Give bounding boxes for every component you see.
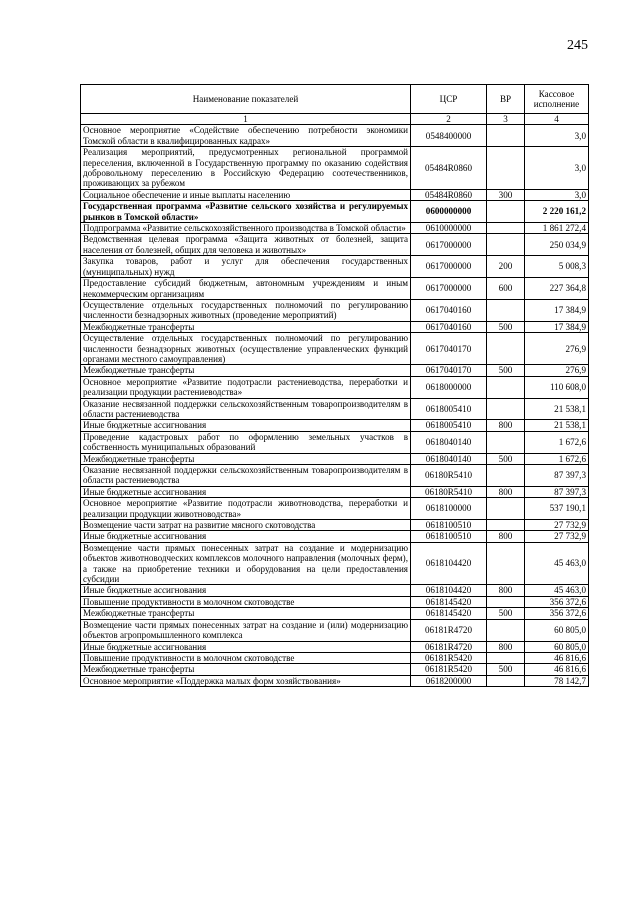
table-row	[81, 256, 589, 278]
row-csr-cell: 0618104420	[411, 585, 487, 596]
row-vr-cell	[487, 498, 525, 520]
row-csr-cell: 06180R5410	[411, 465, 487, 487]
row-csr-cell: 05484R0860	[411, 147, 487, 190]
row-vr-cell: 300	[487, 189, 525, 200]
row-vr-cell	[487, 520, 525, 531]
row-name-cell: Основное мероприятие «Развитие подотрасли животноводства, переработки и реализации продукции животноводства»	[81, 498, 411, 520]
table-row	[81, 234, 589, 256]
table-row	[81, 333, 589, 365]
table-row	[81, 365, 589, 376]
row-csr-cell: 0618145420	[411, 608, 487, 619]
row-name-cell: Подпрограмма «Развитие сельскохозяйственного производства в Томской области»	[81, 223, 411, 234]
column-number: 4	[525, 114, 589, 125]
row-amount-cell: 250 034,9	[525, 234, 589, 256]
row-csr-cell: 06181R4720	[411, 619, 487, 641]
table-row	[81, 278, 589, 300]
column-number-row	[81, 114, 589, 125]
row-name-cell: Иные бюджетные ассигнования	[81, 486, 411, 497]
table-row	[81, 223, 589, 234]
row-name-cell: Межбюджетные трансферты	[81, 664, 411, 675]
table-row	[81, 664, 589, 675]
row-csr-cell: 0600000000	[411, 201, 487, 223]
row-vr-cell	[487, 652, 525, 663]
table-row	[81, 486, 589, 497]
table-row	[81, 608, 589, 619]
row-amount-cell: 17 384,9	[525, 299, 589, 321]
row-amount-cell: 87 397,3	[525, 486, 589, 497]
row-csr-cell: 05484R0860	[411, 189, 487, 200]
row-vr-cell: 800	[487, 641, 525, 652]
row-amount-cell: 60 805,0	[525, 619, 589, 641]
row-name-cell: Иные бюджетные ассигнования	[81, 531, 411, 542]
row-name-cell: Возмещение части прямых понесенных затрат на создание и (или) модернизацию объектов агропромышленного комплекса	[81, 619, 411, 641]
row-csr-cell: 0618005410	[411, 420, 487, 431]
row-name-cell: Основное мероприятие «Содействие обеспечению потребности экономики Томской области в квалифицированных кадрах»	[81, 125, 411, 147]
row-csr-cell: 0617040170	[411, 333, 487, 365]
row-name-cell: Межбюджетные трансферты	[81, 365, 411, 376]
row-csr-cell: 0617000000	[411, 278, 487, 300]
row-vr-cell: 800	[487, 420, 525, 431]
row-vr-cell	[487, 596, 525, 607]
table-row	[81, 420, 589, 431]
table-row	[81, 398, 589, 420]
row-name-cell: Межбюджетные трансферты	[81, 608, 411, 619]
row-vr-cell: 200	[487, 256, 525, 278]
column-number: 3	[487, 114, 525, 125]
row-vr-cell: 500	[487, 365, 525, 376]
table-row	[81, 299, 589, 321]
table-row	[81, 531, 589, 542]
row-vr-cell	[487, 398, 525, 420]
row-amount-cell: 78 142,7	[525, 675, 589, 686]
row-csr-cell: 0618100510	[411, 531, 487, 542]
row-name-cell: Осуществление отдельных государственных полномочий по регулированию численности безнадзорных животных (осуществление управленческих функций органами местного самоуправления)	[81, 333, 411, 365]
row-csr-cell: 0618000000	[411, 376, 487, 398]
row-vr-cell	[487, 201, 525, 223]
row-amount-cell: 3,0	[525, 125, 589, 147]
header-amount: Кассовое исполнение	[525, 85, 589, 114]
row-name-cell: Государственная программа «Развитие сельского хозяйства и регулируемых рынков в Томской области»	[81, 201, 411, 223]
page-number: 245	[567, 38, 588, 53]
budget-execution-table	[80, 84, 589, 687]
table-row	[81, 498, 589, 520]
row-name-cell: Повышение продуктивности в молочном скотоводстве	[81, 652, 411, 663]
row-vr-cell	[487, 223, 525, 234]
row-amount-cell: 27 732,9	[525, 531, 589, 542]
row-name-cell: Реализация мероприятий, предусмотренных региональной программой переселения, включенной в Государственную программу по оказанию содействия добровольному переселению в Российскую Федерацию соотечественников, проживающих за рубежом	[81, 147, 411, 190]
row-csr-cell: 0618104420	[411, 542, 487, 585]
row-amount-cell: 46 816,6	[525, 664, 589, 675]
row-vr-cell	[487, 147, 525, 190]
row-name-cell: Социальное обеспечение и иные выплаты населению	[81, 189, 411, 200]
table-row	[81, 189, 589, 200]
row-vr-cell	[487, 675, 525, 686]
row-name-cell: Возмещение части затрат на развитие мясного скотоводства	[81, 520, 411, 531]
row-csr-cell: 0617040170	[411, 365, 487, 376]
table-row	[81, 652, 589, 663]
row-amount-cell: 3,0	[525, 147, 589, 190]
row-vr-cell: 800	[487, 531, 525, 542]
row-csr-cell: 0610000000	[411, 223, 487, 234]
row-name-cell: Иные бюджетные ассигнования	[81, 585, 411, 596]
row-amount-cell: 27 732,9	[525, 520, 589, 531]
row-name-cell: Межбюджетные трансферты	[81, 453, 411, 464]
row-csr-cell: 0618040140	[411, 431, 487, 453]
row-vr-cell: 500	[487, 664, 525, 675]
row-amount-cell: 17 384,9	[525, 321, 589, 332]
row-csr-cell: 06181R4720	[411, 641, 487, 652]
table-row	[81, 641, 589, 652]
row-csr-cell: 0548400000	[411, 125, 487, 147]
table-row	[81, 321, 589, 332]
row-name-cell: Оказание несвязанной поддержки сельскохозяйственным товаропроизводителям в области растениеводства	[81, 398, 411, 420]
row-name-cell: Основное мероприятие «Развитие подотрасли растениеводства, переработки и реализации продукции растениеводства»	[81, 376, 411, 398]
row-csr-cell: 06181R5420	[411, 652, 487, 663]
row-vr-cell: 500	[487, 608, 525, 619]
row-amount-cell: 45 463,0	[525, 585, 589, 596]
row-vr-cell	[487, 299, 525, 321]
row-vr-cell	[487, 619, 525, 641]
table-row	[81, 376, 589, 398]
row-csr-cell: 06180R5410	[411, 486, 487, 497]
table-row	[81, 596, 589, 607]
table-header-row	[81, 85, 589, 114]
row-amount-cell: 3,0	[525, 189, 589, 200]
row-vr-cell: 800	[487, 585, 525, 596]
table-row	[81, 125, 589, 147]
row-vr-cell	[487, 234, 525, 256]
row-amount-cell: 356 372,6	[525, 608, 589, 619]
row-csr-cell: 0618005410	[411, 398, 487, 420]
row-amount-cell: 276,9	[525, 333, 589, 365]
table-row	[81, 453, 589, 464]
row-amount-cell: 1 861 272,4	[525, 223, 589, 234]
row-vr-cell	[487, 465, 525, 487]
row-amount-cell: 5 008,3	[525, 256, 589, 278]
row-amount-cell: 2 220 161,2	[525, 201, 589, 223]
row-csr-cell: 0618145420	[411, 596, 487, 607]
row-amount-cell: 356 372,6	[525, 596, 589, 607]
row-name-cell: Предоставление субсидий бюджетным, автономным учреждениям и иным некоммерческим организациям	[81, 278, 411, 300]
row-csr-cell: 0617040160	[411, 299, 487, 321]
row-csr-cell: 0618100000	[411, 498, 487, 520]
table-row	[81, 431, 589, 453]
row-vr-cell	[487, 542, 525, 585]
row-amount-cell: 45 463,0	[525, 542, 589, 585]
row-vr-cell	[487, 125, 525, 147]
row-csr-cell: 0618040140	[411, 453, 487, 464]
row-amount-cell: 227 364,8	[525, 278, 589, 300]
row-amount-cell: 60 805,0	[525, 641, 589, 652]
row-amount-cell: 1 672,6	[525, 453, 589, 464]
table-row	[81, 201, 589, 223]
table-row	[81, 542, 589, 585]
row-name-cell: Ведомственная целевая программа «Защита животных от болезней, защита населения от болезней, общих для человека и животных»	[81, 234, 411, 256]
header-vr: ВР	[487, 85, 525, 114]
table-row	[81, 585, 589, 596]
row-csr-cell: 0617000000	[411, 256, 487, 278]
table-row	[81, 147, 589, 190]
row-name-cell: Иные бюджетные ассигнования	[81, 641, 411, 652]
row-vr-cell	[487, 376, 525, 398]
row-amount-cell: 110 608,0	[525, 376, 589, 398]
row-amount-cell: 87 397,3	[525, 465, 589, 487]
row-amount-cell: 1 672,6	[525, 431, 589, 453]
column-number: 1	[81, 114, 411, 125]
row-name-cell: Иные бюджетные ассигнования	[81, 420, 411, 431]
header-name: Наименование показателей	[81, 85, 411, 114]
column-number: 2	[411, 114, 487, 125]
row-vr-cell: 600	[487, 278, 525, 300]
row-amount-cell: 21 538,1	[525, 420, 589, 431]
header-csr: ЦСР	[411, 85, 487, 114]
row-name-cell: Повышение продуктивности в молочном скотоводстве	[81, 596, 411, 607]
row-amount-cell: 46 816,6	[525, 652, 589, 663]
row-csr-cell: 06181R5420	[411, 664, 487, 675]
table-row	[81, 520, 589, 531]
row-vr-cell	[487, 333, 525, 365]
table-row	[81, 465, 589, 487]
row-name-cell: Закупка товаров, работ и услуг для обеспечения государственных (муниципальных) нужд	[81, 256, 411, 278]
row-amount-cell: 21 538,1	[525, 398, 589, 420]
row-name-cell: Проведение кадастровых работ по оформлению земельных участков в собственность муниципальных образований	[81, 431, 411, 453]
row-csr-cell: 0618200000	[411, 675, 487, 686]
row-amount-cell: 276,9	[525, 365, 589, 376]
table-row	[81, 675, 589, 686]
row-vr-cell: 500	[487, 321, 525, 332]
row-name-cell: Оказание несвязанной поддержки сельскохозяйственным товаропроизводителям в области растениеводства	[81, 465, 411, 487]
row-csr-cell: 0618100510	[411, 520, 487, 531]
row-amount-cell: 537 190,1	[525, 498, 589, 520]
row-csr-cell: 0617000000	[411, 234, 487, 256]
row-vr-cell	[487, 431, 525, 453]
row-csr-cell: 0617040160	[411, 321, 487, 332]
row-vr-cell: 800	[487, 486, 525, 497]
row-vr-cell: 500	[487, 453, 525, 464]
row-name-cell: Осуществление отдельных государственных полномочий по регулированию численности безнадзорных животных (проведение мероприятий)	[81, 299, 411, 321]
table-row	[81, 619, 589, 641]
row-name-cell: Межбюджетные трансферты	[81, 321, 411, 332]
row-name-cell: Возмещение части прямых понесенных затрат на создание и модернизацию объектов животноводческих комплексов молочного направления (молочных ферм), а также на приобретение техники и оборудования на цели предоставления субсидии	[81, 542, 411, 585]
row-name-cell: Основное мероприятие «Поддержка малых форм хозяйствования»	[81, 675, 411, 686]
